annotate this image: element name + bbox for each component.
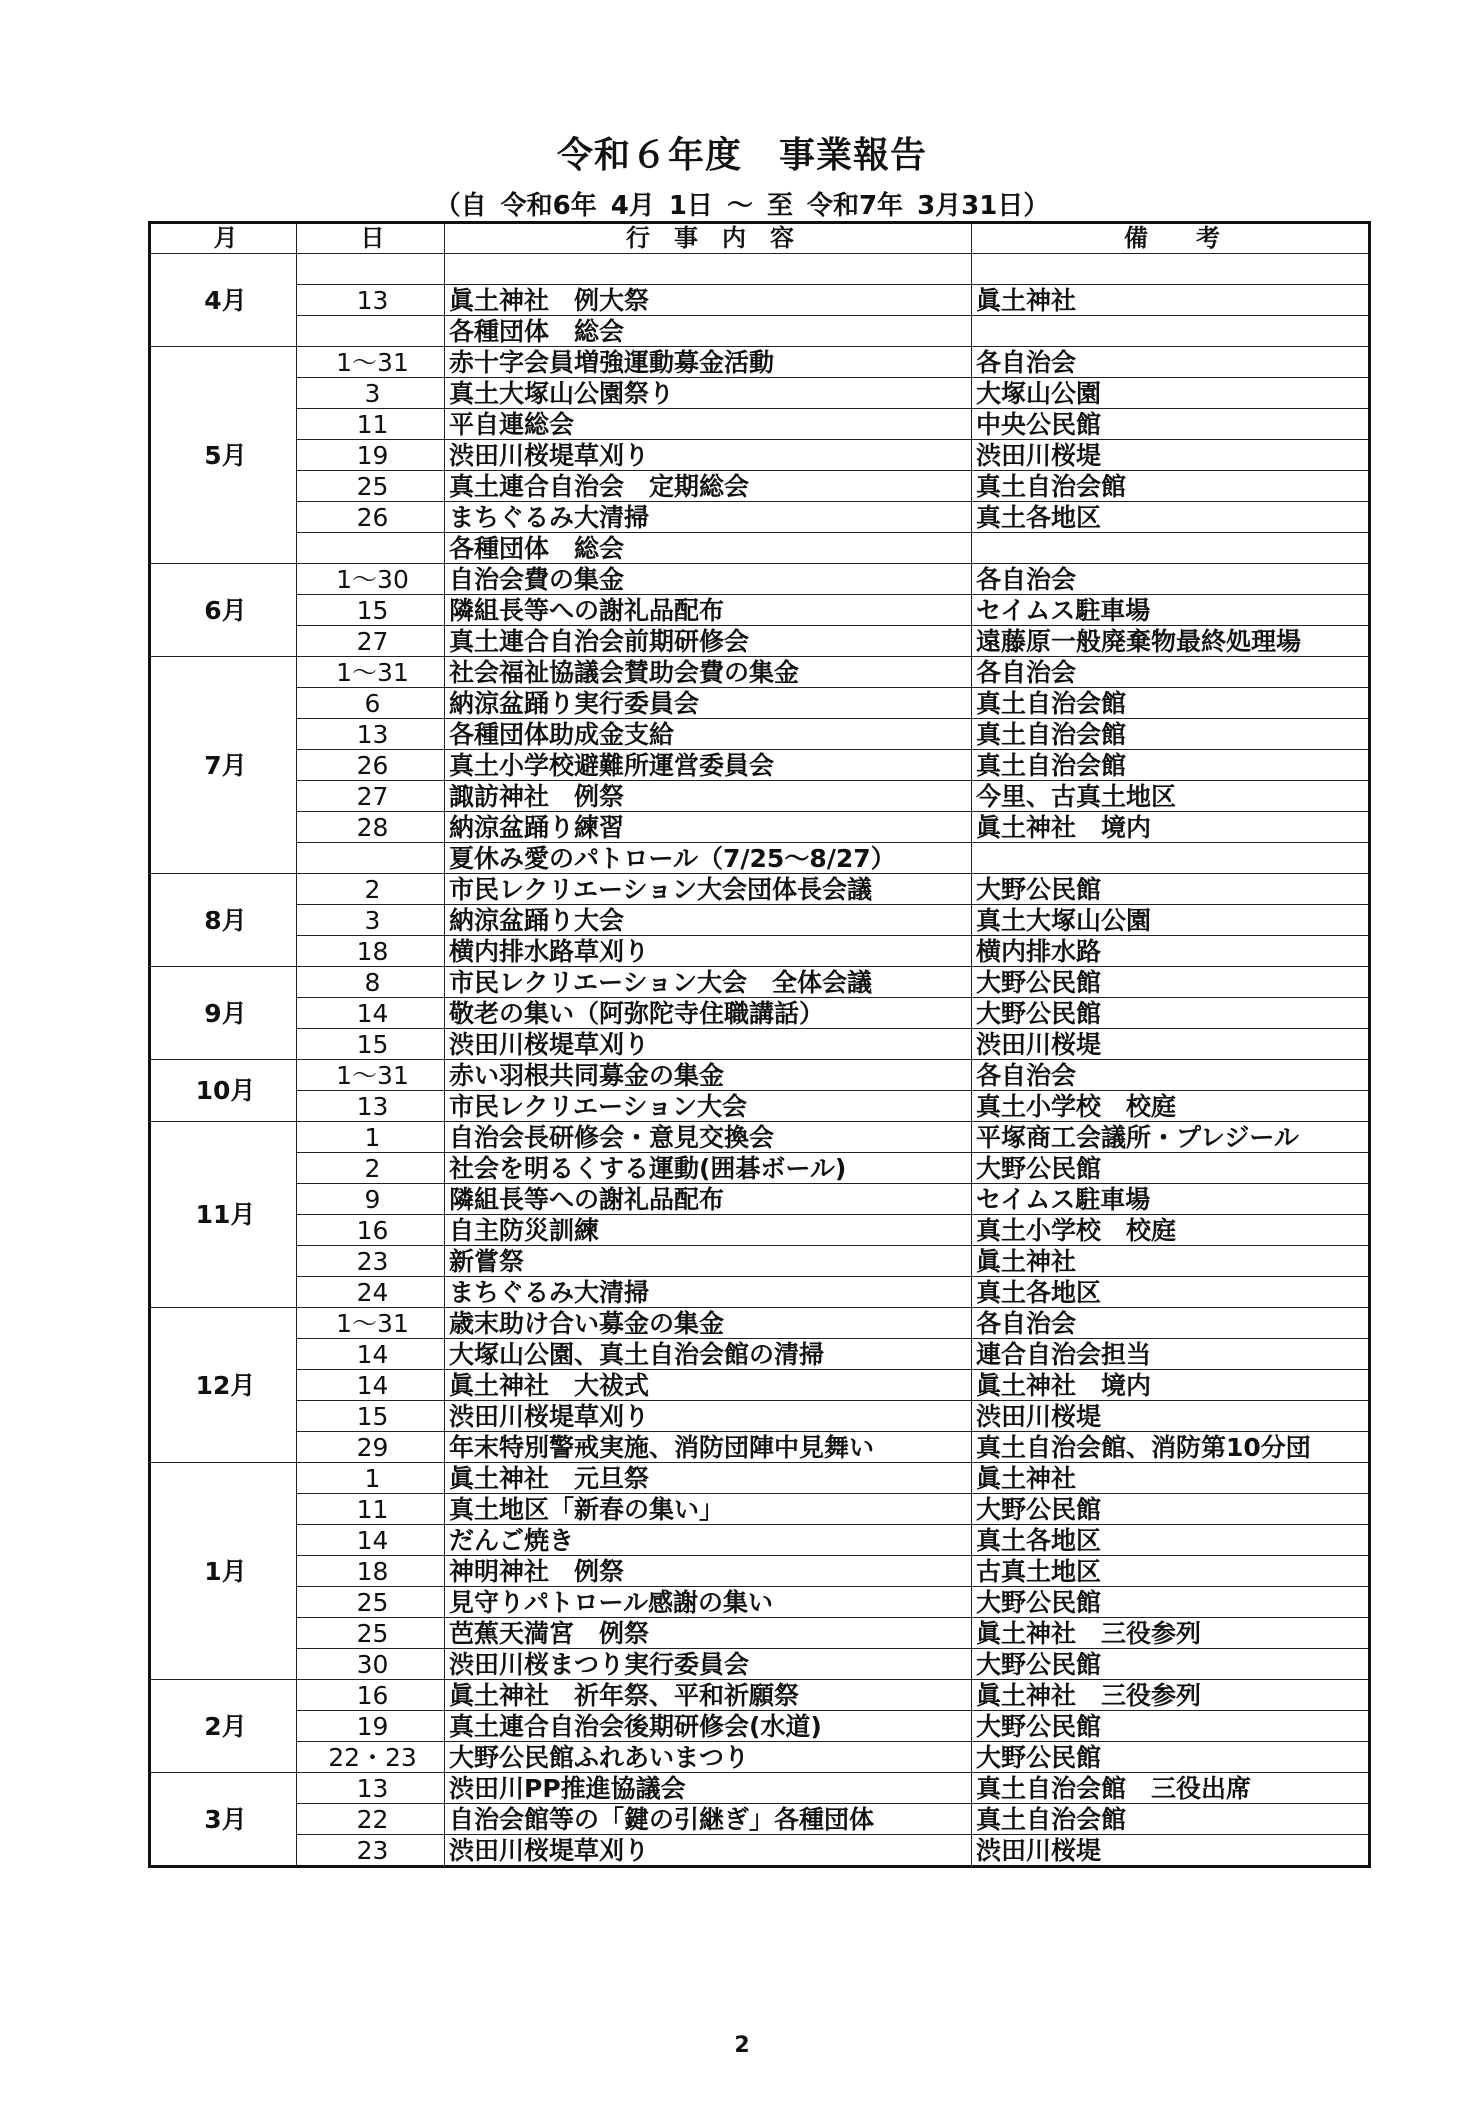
table-row: [150, 1060, 1370, 1091]
table-row: [150, 1246, 1370, 1277]
day-cell: 2: [297, 874, 445, 905]
event-cell: だんご焼き: [445, 1525, 972, 1556]
table-row: [150, 1463, 1370, 1494]
table-row: [150, 440, 1370, 471]
table-row: [150, 1649, 1370, 1680]
note-cell: 大野公民館: [972, 1649, 1370, 1680]
day-cell: 1～30: [297, 564, 445, 595]
table-row: [150, 1029, 1370, 1060]
event-cell: 諏訪神社 例祭: [445, 781, 972, 812]
table-row: [150, 254, 1370, 285]
period-segment: 令和6年: [500, 191, 597, 221]
note-cell: 真土小学校 校庭: [972, 1091, 1370, 1122]
day-cell: 3: [297, 378, 445, 409]
table-row: [150, 316, 1370, 347]
day-cell: 13: [297, 1773, 445, 1804]
note-cell: 大野公民館: [972, 998, 1370, 1029]
note-cell: 真土自治会館: [972, 750, 1370, 781]
table-row: [150, 502, 1370, 533]
header-note: 備 考: [972, 223, 1370, 254]
period-segment: 至: [766, 191, 793, 221]
day-cell: 29: [297, 1432, 445, 1463]
event-cell: 自治会館等の「鍵の引継ぎ」各種団体: [445, 1804, 972, 1835]
table-row: [150, 812, 1370, 843]
note-cell: [972, 316, 1370, 347]
event-cell: 隣組長等への謝礼品配布: [445, 1184, 972, 1215]
note-cell: 渋田川桜堤: [972, 1029, 1370, 1060]
note-cell: 真土自治会館 三役出席: [972, 1773, 1370, 1804]
event-cell: 渋田川桜堤草刈り: [445, 1401, 972, 1432]
page-number: 2: [734, 2033, 750, 2058]
month-cell: 3月: [150, 1773, 297, 1867]
day-cell: 1: [297, 1463, 445, 1494]
table-row: [150, 1742, 1370, 1773]
day-cell: 25: [297, 1618, 445, 1649]
event-cell: 市民レクリエーション大会団体長会議: [445, 874, 972, 905]
table-row: [150, 564, 1370, 595]
day-cell: 15: [297, 595, 445, 626]
header-event: 行 事 内 容: [445, 223, 972, 254]
note-cell: 各自治会: [972, 1060, 1370, 1091]
event-cell: 各種団体 総会: [445, 316, 972, 347]
note-cell: 渋田川桜堤: [972, 440, 1370, 471]
day-cell: 14: [297, 1339, 445, 1370]
table-row: [150, 1556, 1370, 1587]
table-row: [150, 781, 1370, 812]
table-row: [150, 1153, 1370, 1184]
table-row: [150, 905, 1370, 936]
event-cell: 各種団体 総会: [445, 533, 972, 564]
event-cell: [445, 254, 972, 285]
period-segment: （自: [434, 191, 487, 221]
month-cell: 12月: [150, 1308, 297, 1463]
day-cell: 14: [297, 1525, 445, 1556]
event-cell: 神明神社 例祭: [445, 1556, 972, 1587]
day-cell: 19: [297, 1711, 445, 1742]
event-cell: 渋田川桜堤草刈り: [445, 1029, 972, 1060]
table-row: [150, 285, 1370, 316]
note-cell: 大野公民館: [972, 1711, 1370, 1742]
table-row: [150, 967, 1370, 998]
event-cell: 平自連総会: [445, 409, 972, 440]
event-cell: 社会福祉協議会賛助会費の集金: [445, 657, 972, 688]
event-cell: 真土連合自治会 定期総会: [445, 471, 972, 502]
event-cell: 自治会長研修会・意見交換会: [445, 1122, 972, 1153]
table-row: [150, 1432, 1370, 1463]
note-cell: 真土自治会館、消防第10分団: [972, 1432, 1370, 1463]
event-cell: 大野公民館ふれあいまつり: [445, 1742, 972, 1773]
day-cell: 22・23: [297, 1742, 445, 1773]
event-cell: 眞土神社 大祓式: [445, 1370, 972, 1401]
day-cell: 28: [297, 812, 445, 843]
table-row: [150, 1370, 1370, 1401]
day-cell: 18: [297, 1556, 445, 1587]
page-title: 令和６年度 事業報告: [556, 135, 927, 176]
event-cell: 自治会費の集金: [445, 564, 972, 595]
note-cell: 中央公民館: [972, 409, 1370, 440]
note-cell: 大野公民館: [972, 874, 1370, 905]
day-cell: 3: [297, 905, 445, 936]
note-cell: 各自治会: [972, 1308, 1370, 1339]
table-row: [150, 1587, 1370, 1618]
table-row: [150, 1122, 1370, 1153]
event-cell: 年末特別警戒実施、消防団陣中見舞い: [445, 1432, 972, 1463]
day-cell: 1～31: [297, 657, 445, 688]
report-period: [0, 185, 1484, 222]
table-row: [150, 1804, 1370, 1835]
table-row: [150, 1308, 1370, 1339]
note-cell: 遠藤原一般廃棄物最終処理場: [972, 626, 1370, 657]
table-row: [150, 471, 1370, 502]
event-cell: 眞土神社 祈年祭、平和祈願祭: [445, 1680, 972, 1711]
day-cell: 25: [297, 471, 445, 502]
day-cell: 13: [297, 719, 445, 750]
table-row: [150, 1773, 1370, 1804]
table-row: [150, 626, 1370, 657]
note-cell: 各自治会: [972, 347, 1370, 378]
period-segment: 令和7年: [806, 191, 904, 221]
note-cell: 真土自治会館: [972, 1804, 1370, 1835]
note-cell: 眞土神社: [972, 1246, 1370, 1277]
day-cell: 27: [297, 781, 445, 812]
event-cell: 市民レクリエーション大会: [445, 1091, 972, 1122]
note-cell: 眞土神社: [972, 1463, 1370, 1494]
note-cell: [972, 843, 1370, 874]
day-cell: 11: [297, 1494, 445, 1525]
event-cell: 真土大塚山公園祭り: [445, 378, 972, 409]
table-row: [150, 874, 1370, 905]
note-cell: 今里、古真土地区: [972, 781, 1370, 812]
event-cell: 隣組長等への謝礼品配布: [445, 595, 972, 626]
day-cell: 26: [297, 750, 445, 781]
note-cell: 眞土神社 三役参列: [972, 1680, 1370, 1711]
event-cell: 渋田川PP推進協議会: [445, 1773, 972, 1804]
day-cell: 2: [297, 1153, 445, 1184]
note-cell: 真土自治会館: [972, 471, 1370, 502]
event-cell: 渋田川桜堤草刈り: [445, 440, 972, 471]
note-cell: 真土各地区: [972, 1277, 1370, 1308]
note-cell: 真土各地区: [972, 502, 1370, 533]
day-cell: 25: [297, 1587, 445, 1618]
day-cell: 1～31: [297, 347, 445, 378]
event-cell: 真土地区「新春の集い」: [445, 1494, 972, 1525]
event-cell: 赤十字会員増強運動募金活動: [445, 347, 972, 378]
event-cell: 新嘗祭: [445, 1246, 972, 1277]
table-row: [150, 750, 1370, 781]
note-cell: 真土自治会館: [972, 719, 1370, 750]
event-cell: 納涼盆踊り実行委員会: [445, 688, 972, 719]
note-cell: 大野公民館: [972, 1153, 1370, 1184]
header-day: 日: [297, 223, 445, 254]
day-cell: [297, 533, 445, 564]
event-cell: 芭蕉天満宮 例祭: [445, 1618, 972, 1649]
day-cell: 14: [297, 1370, 445, 1401]
day-cell: 23: [297, 1246, 445, 1277]
day-cell: 18: [297, 936, 445, 967]
day-cell: 11: [297, 409, 445, 440]
event-cell: 渋田川桜まつり実行委員会: [445, 1649, 972, 1680]
note-cell: [972, 533, 1370, 564]
day-cell: 13: [297, 1091, 445, 1122]
day-cell: 27: [297, 626, 445, 657]
event-cell: まちぐるみ大清掃: [445, 502, 972, 533]
note-cell: 渋田川桜堤: [972, 1835, 1370, 1867]
note-cell: 大野公民館: [972, 1587, 1370, 1618]
month-cell: 2月: [150, 1680, 297, 1773]
month-cell: 1月: [150, 1463, 297, 1680]
header-month: 月: [150, 223, 297, 254]
period-segment: ～: [726, 191, 753, 221]
day-cell: 14: [297, 998, 445, 1029]
day-cell: 1: [297, 1122, 445, 1153]
day-cell: [297, 316, 445, 347]
event-cell: 敬老の集い（阿弥陀寺住職講話）: [445, 998, 972, 1029]
note-cell: 真土自治会館: [972, 688, 1370, 719]
event-cell: 真土連合自治会後期研修会(水道): [445, 1711, 972, 1742]
event-cell: 市民レクリエーション大会 全体会議: [445, 967, 972, 998]
day-cell: 22: [297, 1804, 445, 1835]
day-cell: 26: [297, 502, 445, 533]
event-cell: 見守りパトロール感謝の集い: [445, 1587, 972, 1618]
event-cell: 真土小学校避難所運営委員会: [445, 750, 972, 781]
month-cell: 10月: [150, 1060, 297, 1122]
table-row: [150, 936, 1370, 967]
day-cell: 24: [297, 1277, 445, 1308]
event-cell: 社会を明るくする運動(囲碁ボール): [445, 1153, 972, 1184]
month-cell: 11月: [150, 1122, 297, 1308]
event-cell: 各種団体助成金支給: [445, 719, 972, 750]
day-cell: 8: [297, 967, 445, 998]
month-cell: 6月: [150, 564, 297, 657]
note-cell: 各自治会: [972, 657, 1370, 688]
table-row: [150, 1091, 1370, 1122]
note-cell: セイムス駐車場: [972, 1184, 1370, 1215]
day-cell: [297, 254, 445, 285]
note-cell: [972, 254, 1370, 285]
note-cell: 真土大塚山公園: [972, 905, 1370, 936]
note-cell: 大野公民館: [972, 967, 1370, 998]
day-cell: 19: [297, 440, 445, 471]
note-cell: 渋田川桜堤: [972, 1401, 1370, 1432]
note-cell: 大野公民館: [972, 1742, 1370, 1773]
day-cell: [297, 843, 445, 874]
table-row: [150, 1184, 1370, 1215]
event-report-table: [148, 221, 1371, 1868]
month-cell: 5月: [150, 347, 297, 564]
event-cell: 横内排水路草刈り: [445, 936, 972, 967]
note-cell: 眞土神社 三役参列: [972, 1618, 1370, 1649]
table-row: [150, 1835, 1370, 1867]
note-cell: 大塚山公園: [972, 378, 1370, 409]
note-cell: 眞土神社 境内: [972, 812, 1370, 843]
event-cell: 大塚山公園、真土自治会館の清掃: [445, 1339, 972, 1370]
table-row: [150, 347, 1370, 378]
note-cell: セイムス駐車場: [972, 595, 1370, 626]
event-cell: 自主防災訓練: [445, 1215, 972, 1246]
table-header-row: [150, 223, 1370, 254]
note-cell: 真土小学校 校庭: [972, 1215, 1370, 1246]
event-cell: 眞土神社 元旦祭: [445, 1463, 972, 1494]
period-segment: 3月31日）: [917, 191, 1050, 221]
table-row: [150, 533, 1370, 564]
day-cell: 13: [297, 285, 445, 316]
note-cell: 大野公民館: [972, 1494, 1370, 1525]
day-cell: 6: [297, 688, 445, 719]
note-cell: 連合自治会担当: [972, 1339, 1370, 1370]
event-cell: 納涼盆踊り大会: [445, 905, 972, 936]
note-cell: 横内排水路: [972, 936, 1370, 967]
day-cell: 15: [297, 1029, 445, 1060]
table-body: [150, 254, 1370, 1867]
day-cell: 15: [297, 1401, 445, 1432]
event-cell: 渋田川桜堤草刈り: [445, 1835, 972, 1867]
table-row: [150, 409, 1370, 440]
day-cell: 1～31: [297, 1060, 445, 1091]
event-cell: 夏休み愛のパトロール（7/25～8/27）: [445, 843, 972, 874]
table-row: [150, 1525, 1370, 1556]
table-row: [150, 1711, 1370, 1742]
table-row: [150, 1339, 1370, 1370]
day-cell: 16: [297, 1680, 445, 1711]
day-cell: 1～31: [297, 1308, 445, 1339]
table-row: [150, 1215, 1370, 1246]
table-row: [150, 595, 1370, 626]
table-row: [150, 843, 1370, 874]
table-row: [150, 688, 1370, 719]
event-cell: 真土連合自治会前期研修会: [445, 626, 972, 657]
month-cell: 9月: [150, 967, 297, 1060]
day-cell: 23: [297, 1835, 445, 1867]
day-cell: 9: [297, 1184, 445, 1215]
event-cell: 赤い羽根共同募金の集金: [445, 1060, 972, 1091]
table-row: [150, 1401, 1370, 1432]
month-cell: 8月: [150, 874, 297, 967]
note-cell: 各自治会: [972, 564, 1370, 595]
note-cell: 眞土神社 境内: [972, 1370, 1370, 1401]
period-segment: 4月: [610, 191, 655, 221]
day-cell: 30: [297, 1649, 445, 1680]
table-row: [150, 1494, 1370, 1525]
table-row: [150, 1618, 1370, 1649]
note-cell: 眞土神社: [972, 285, 1370, 316]
month-cell: 4月: [150, 254, 297, 347]
note-cell: 真土各地区: [972, 1525, 1370, 1556]
note-cell: 古真土地区: [972, 1556, 1370, 1587]
table-row: [150, 998, 1370, 1029]
day-cell: 16: [297, 1215, 445, 1246]
event-cell: 眞土神社 例大祭: [445, 285, 972, 316]
table-row: [150, 657, 1370, 688]
table-row: [150, 1277, 1370, 1308]
table-row: [150, 719, 1370, 750]
note-cell: 平塚商工会議所・プレジール: [972, 1122, 1370, 1153]
event-cell: 歳末助け合い募金の集金: [445, 1308, 972, 1339]
table-row: [150, 378, 1370, 409]
event-cell: まちぐるみ大清掃: [445, 1277, 972, 1308]
month-cell: 7月: [150, 657, 297, 874]
period-segment: 1日: [668, 191, 713, 221]
table-row: [150, 1680, 1370, 1711]
event-cell: 納涼盆踊り練習: [445, 812, 972, 843]
